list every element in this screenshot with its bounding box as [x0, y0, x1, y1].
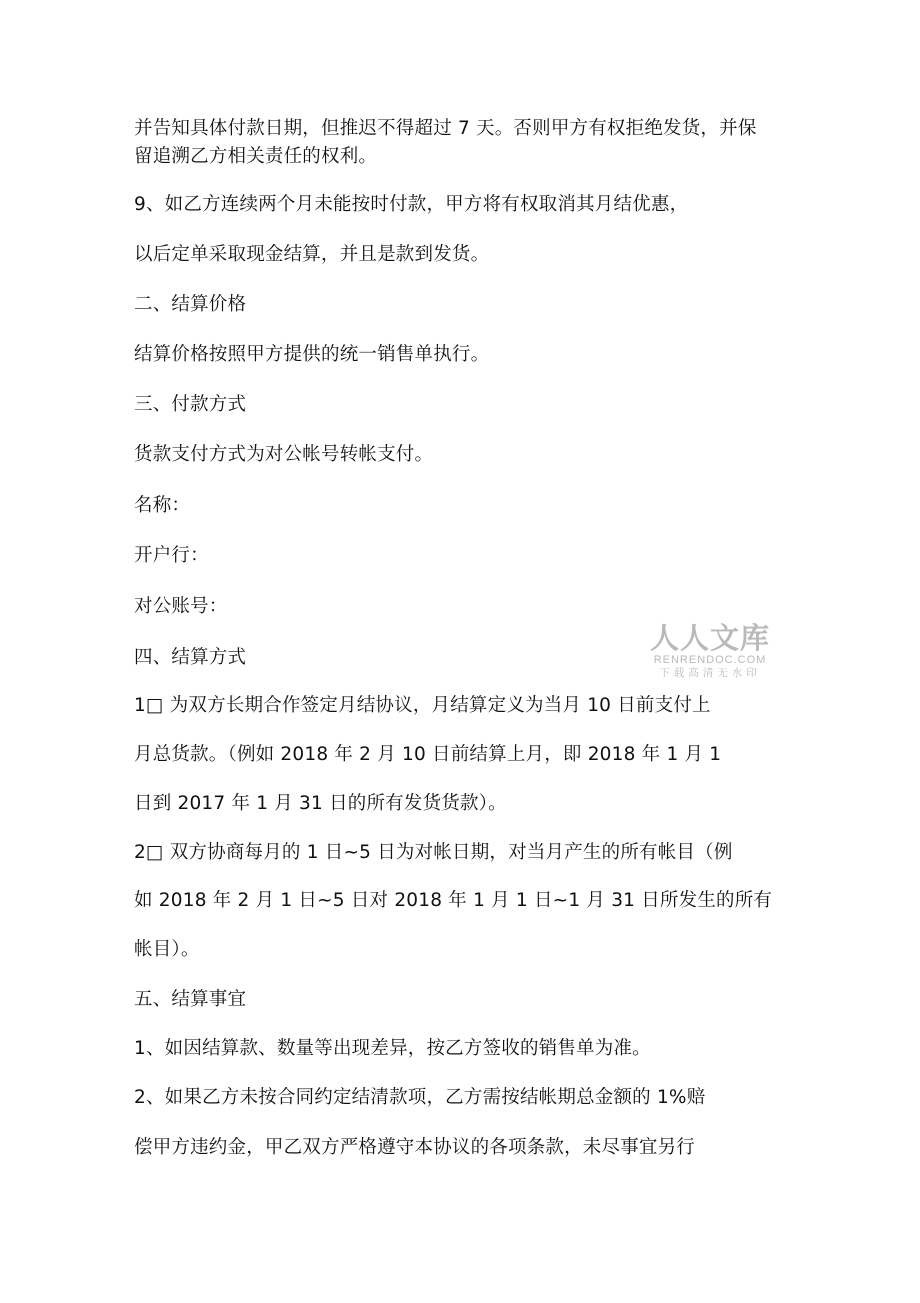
- text-line: 1□ 为双方长期合作签定月结协议，月结算定义为当月 10 日前支付上: [134, 695, 711, 716]
- watermark-domain: RENRENDOC.COM: [653, 654, 767, 666]
- section-heading: 三、付款方式: [134, 394, 247, 415]
- text-line: 1、如因结算款、数量等出现差异，按乙方签收的销售单为准。: [134, 1038, 651, 1059]
- watermark-logo: [645, 622, 775, 680]
- section-heading: 五、结算事宜: [134, 989, 247, 1010]
- text-line: 货款支付方式为对公帐号转帐支付。: [134, 444, 434, 465]
- text-line: 偿甲方违约金，甲乙双方严格遵守本协议的各项条款，未尽事宜另行: [134, 1137, 696, 1158]
- text-line: 2、如果乙方未按合同约定结清款项，乙方需按结帐期总金额的 1%赔: [134, 1087, 706, 1108]
- field-label-account: 对公账号：: [134, 596, 228, 617]
- text-line: 以后定单采取现金结算，并且是款到发货。: [134, 244, 490, 265]
- text-line: 帐目）。: [134, 939, 200, 960]
- section-heading: 二、结算价格: [134, 294, 247, 315]
- field-label-name: 名称：: [134, 495, 191, 516]
- text-line: 9、如乙方连续两个月未能按时付款，甲方将有权取消其月结优惠，: [134, 194, 689, 215]
- watermark-tagline: 下载高清无水印: [659, 667, 761, 679]
- field-label-bank: 开户行：: [134, 545, 209, 566]
- text-line: 日到 2017 年 1 月 31 日的所有发货货款）。: [134, 793, 507, 814]
- text-line: 月总货款。（例如 2018 年 2 月 10 日前结算上月，即 2018 年 1 月 1: [134, 744, 722, 765]
- text-line: 留追溯乙方相关责任的权利。: [134, 146, 378, 167]
- text-line: 如 2018 年 2 月 1 日~5 日对 2018 年 1 月 1 日~1 月 31 日所发生的所有: [134, 890, 773, 911]
- text-line: 2□ 双方协商每月的 1 日~5 日为对帐日期，对当月产生的所有帐目（例: [134, 842, 733, 863]
- text-line: 结算价格按照甲方提供的统一销售单执行。: [134, 344, 490, 365]
- text-line: 并告知具体付款日期，但推迟不得超过 7 天。否则甲方有权拒绝发货，并保: [134, 118, 757, 139]
- watermark-logo-text: 人人文库: [649, 621, 770, 655]
- section-heading: 四、结算方式: [134, 647, 247, 668]
